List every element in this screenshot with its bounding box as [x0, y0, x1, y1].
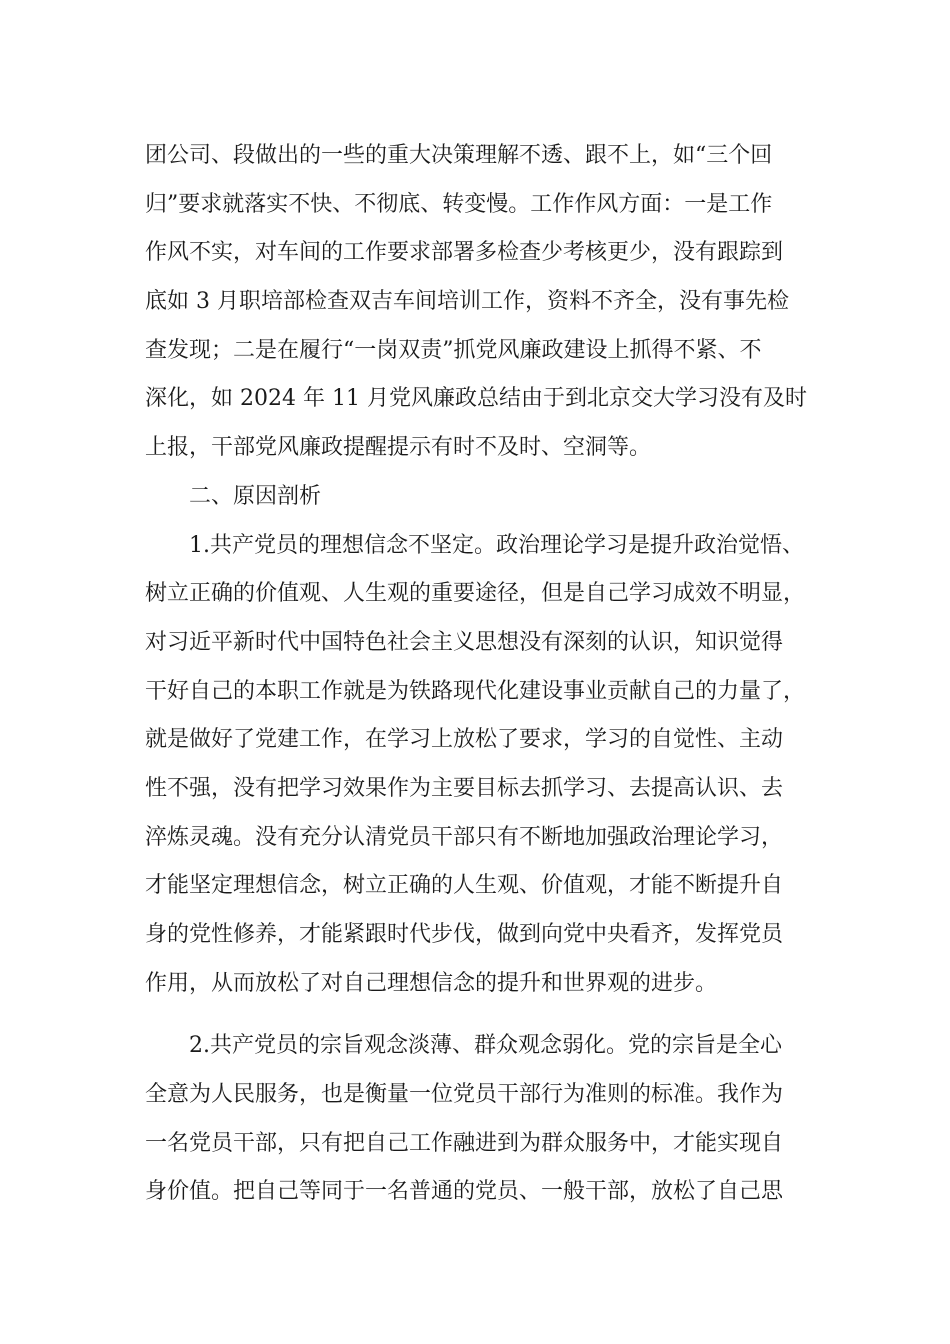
text-line: 2.共产党员的宗旨观念淡薄、群众观念弱化。党的宗旨是全心: [189, 1033, 782, 1059]
text-line: 上报，干部党风廉政提醒提示有时不及时、空洞等。: [145, 435, 652, 461]
text-line: 一名党员干部，只有把自己工作融进到为群众服务中，才能实现自: [145, 1130, 784, 1156]
text-line: 深化，如 2024 年 11 月党风廉政总结由于到北京交大学习没有及时: [145, 386, 807, 412]
text-line: 干好自己的本职工作就是为铁路现代化建设事业贡献自己的力量了，: [145, 678, 806, 704]
text-line: 身的党性修养，才能紧跟时代步伐，做到向党中央看齐，发挥党员: [145, 922, 784, 947]
text-line: 全意为人民服务，也是衡量一位党员干部行为准则的标准。我作为: [145, 1082, 784, 1108]
text-line: 查发现；二是在履行“一岗双责”抓党风廉政建设上抓得不紧、不: [145, 337, 762, 363]
text-line: 才能坚定理想信念，树立正确的人生观、价值观，才能不断提升自: [145, 873, 784, 899]
text-line: 身价值。把自己等同于一名普通的党员、一般干部，放松了自己思: [145, 1179, 784, 1205]
text-line: 对习近平新时代中国特色社会主义思想没有深刻的认识，知识觉得: [145, 629, 784, 655]
text-line: 团公司、段做出的一些的重大决策理解不透、跟不上，如“三个回: [145, 143, 773, 168]
text-line: 性不强，没有把学习效果作为主要目标去抓学习、去提高认识、去: [145, 775, 784, 801]
text-line: 作用，从而放松了对自己理想信念的提升和世界观的进步。: [145, 970, 718, 996]
text-line: 作风不实，对车间的工作要求部署多检查少考核更少，没有跟踪到: [145, 240, 784, 266]
paragraph-purpose: [145, 1022, 810, 1217]
text-line: 1.共产党员的理想信念不坚定。政治理论学习是提升政治觉悟、: [189, 532, 804, 558]
text-line: 树立正确的价值观、人生观的重要途径，但是自己学习成效不明显，: [145, 581, 806, 607]
paragraph-ideals: [145, 522, 810, 1009]
text-line: 底如 3 月职培部检查双吉车间培训工作，资料不齐全，没有事先检: [145, 289, 789, 315]
section-heading: 二、原因剖析: [189, 483, 322, 509]
document-body: [145, 132, 810, 1217]
paragraph-spacer: [145, 1008, 810, 1022]
text-line: 归”要求就落实不快、不彻底、转变慢。工作作风方面：一是工作: [145, 191, 773, 217]
text-line: 就是做好了党建工作，在学习上放松了要求，学习的自觉性、主动: [145, 727, 784, 753]
text-line: 淬炼灵魂。没有充分认清党员干部只有不断地加强政治理论学习，: [145, 824, 784, 850]
paragraph-continued: [145, 132, 810, 473]
